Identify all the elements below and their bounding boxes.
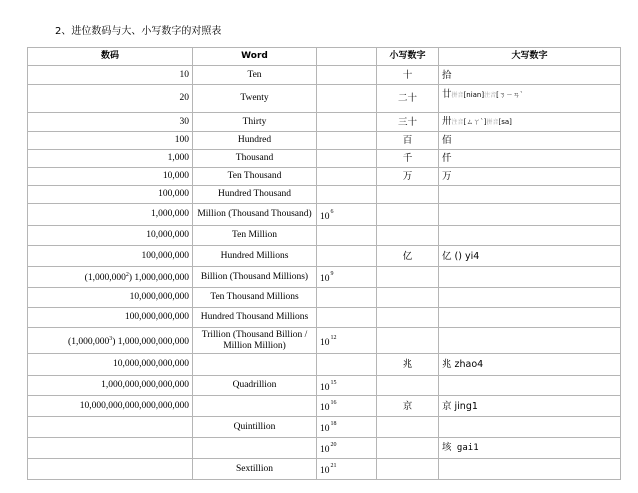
cell-small: 京 xyxy=(377,396,439,417)
table-row xyxy=(28,186,621,204)
cell-word: Hundred Millions xyxy=(193,246,317,267)
num-prefix: (1,000,000 xyxy=(68,336,110,347)
cell-word: Hundred xyxy=(193,132,317,150)
zhuyin-label: 注音 xyxy=(484,92,497,99)
cell-small: 二十 xyxy=(377,85,439,113)
table-row xyxy=(28,354,621,376)
cell-num: 10,000,000,000 xyxy=(28,288,193,308)
cell-num: 100,000,000,000 xyxy=(28,308,193,328)
cell-small xyxy=(377,204,439,226)
table-row xyxy=(28,246,621,267)
table-row xyxy=(28,308,621,328)
cell-power xyxy=(317,438,377,459)
cell-power xyxy=(317,150,377,168)
cell-power xyxy=(317,288,377,308)
big-romanization: gai1 xyxy=(451,443,479,453)
cell-num xyxy=(28,328,193,354)
cell-power xyxy=(317,113,377,132)
num-prefix-exponent: 3 xyxy=(109,335,113,342)
cell-num: 100 xyxy=(28,132,193,150)
cell-big: 佰 xyxy=(439,132,621,150)
header-small: 小写数字 xyxy=(377,48,439,66)
cell-power xyxy=(317,328,377,354)
cell-word: Ten Million xyxy=(193,226,317,246)
power-base: 10 xyxy=(320,211,330,222)
cell-small xyxy=(377,438,439,459)
header-power xyxy=(317,48,377,66)
cell-power xyxy=(317,354,377,376)
cell-power xyxy=(317,459,377,480)
table-row xyxy=(28,168,621,186)
cell-big xyxy=(439,288,621,308)
cell-num: 10,000,000 xyxy=(28,226,193,246)
table-row xyxy=(28,267,621,288)
cell-small: 三十 xyxy=(377,113,439,132)
pinyin-label: 拼音 xyxy=(486,119,499,126)
power-base: 10 xyxy=(320,403,330,413)
cell-big: 亿 () yi4 xyxy=(439,246,621,267)
power-exponent: 20 xyxy=(330,442,337,448)
cell-big: 兆 zhao4 xyxy=(439,354,621,376)
cell-big xyxy=(439,85,621,113)
header-big: 大写数字 xyxy=(439,48,621,66)
cell-small: 千 xyxy=(377,150,439,168)
table-row xyxy=(28,328,621,354)
cell-word: Hundred Thousand Millions xyxy=(193,308,317,328)
cell-num xyxy=(28,438,193,459)
cell-power xyxy=(317,396,377,417)
cell-num: 10,000 xyxy=(28,168,193,186)
cell-word: Ten Thousand xyxy=(193,168,317,186)
cell-power xyxy=(317,186,377,204)
cell-word xyxy=(193,354,317,376)
power-base: 10 xyxy=(320,424,330,434)
cell-num: 100,000,000 xyxy=(28,246,193,267)
cell-num xyxy=(28,417,193,438)
cell-power xyxy=(317,246,377,267)
power-exponent: 9 xyxy=(330,271,334,277)
cell-power xyxy=(317,168,377,186)
header-row xyxy=(28,48,621,66)
header-num: 数码 xyxy=(28,48,193,66)
cell-small xyxy=(377,288,439,308)
cell-num: 1,000,000 xyxy=(28,204,193,226)
cell-small: 兆 xyxy=(377,354,439,376)
power-base: 10 xyxy=(320,466,330,476)
table-row xyxy=(28,396,621,417)
cell-num: 10,000,000,000,000,000,000 xyxy=(28,396,193,417)
numeral-table xyxy=(27,47,621,480)
cell-word xyxy=(193,396,317,417)
table-row xyxy=(28,150,621,168)
cell-big xyxy=(439,113,621,132)
cell-word: Quadrillion xyxy=(193,376,317,396)
table-row xyxy=(28,376,621,396)
cell-small xyxy=(377,226,439,246)
cell-power xyxy=(317,267,377,288)
cell-big xyxy=(439,376,621,396)
pinyin-value: [sa] xyxy=(498,118,512,126)
num-prefix-exponent: 2 xyxy=(125,272,129,278)
cell-small xyxy=(377,459,439,480)
power-base: 10 xyxy=(320,382,330,393)
header-word: Word xyxy=(193,48,317,66)
cell-small: 亿 xyxy=(377,246,439,267)
cell-power xyxy=(317,376,377,396)
cell-power xyxy=(317,204,377,226)
table-row xyxy=(28,459,621,480)
power-exponent: 6 xyxy=(330,208,334,215)
cell-power xyxy=(317,132,377,150)
table-row xyxy=(28,438,621,459)
num-value: 1,000,000,000,000 xyxy=(117,336,189,347)
table-row xyxy=(28,113,621,132)
cell-big: 万 xyxy=(439,168,621,186)
big-char: 垓 xyxy=(442,442,452,453)
table-title: 2、进位数码与大、小写数字的对照表 xyxy=(55,26,222,37)
cell-big: 仟 xyxy=(439,150,621,168)
num-prefix-close: ) xyxy=(112,336,116,347)
pinyin-value: [nian] xyxy=(463,91,485,99)
cell-big: 拾 xyxy=(439,66,621,85)
cell-big xyxy=(439,204,621,226)
cell-word: Thousand xyxy=(193,150,317,168)
zhuyin-value: [ㄙㄚˋ] xyxy=(463,118,487,126)
cell-big xyxy=(439,438,621,459)
table-row xyxy=(28,85,621,113)
num-prefix: (1,000,000 xyxy=(84,273,126,283)
cell-big xyxy=(439,308,621,328)
cell-word: Twenty xyxy=(193,85,317,113)
cell-num: 1,000,000,000,000,000 xyxy=(28,376,193,396)
cell-num: 10,000,000,000,000 xyxy=(28,354,193,376)
cell-word xyxy=(193,438,317,459)
num-prefix-close: ) xyxy=(128,273,132,283)
cell-small: 十 xyxy=(377,66,439,85)
cell-small: 万 xyxy=(377,168,439,186)
cell-big xyxy=(439,459,621,480)
cell-num: 30 xyxy=(28,113,193,132)
cell-word: Billion (Thousand Millions) xyxy=(193,267,317,288)
cell-big xyxy=(439,267,621,288)
cell-word: Quintillion xyxy=(193,417,317,438)
zhuyin-value: [ㄋㄧㄢˋ xyxy=(496,91,524,99)
cell-word: Hundred Thousand xyxy=(193,186,317,204)
table-row xyxy=(28,417,621,438)
cell-power xyxy=(317,417,377,438)
cell-small xyxy=(377,267,439,288)
pinyin-label: 拼音 xyxy=(451,92,464,99)
power-exponent: 21 xyxy=(330,463,337,469)
power-base: 10 xyxy=(320,274,330,284)
table-row xyxy=(28,132,621,150)
power-exponent: 12 xyxy=(330,334,337,341)
cell-word: Sextillion xyxy=(193,459,317,480)
cell-num: 20 xyxy=(28,85,193,113)
big-char: 卅 xyxy=(442,116,452,127)
cell-small xyxy=(377,308,439,328)
cell-word: Ten Thousand Millions xyxy=(193,288,317,308)
cell-power xyxy=(317,226,377,246)
cell-power xyxy=(317,308,377,328)
cell-num: 100,000 xyxy=(28,186,193,204)
cell-num xyxy=(28,267,193,288)
cell-num: 1,000 xyxy=(28,150,193,168)
cell-big: 京 jing1 xyxy=(439,396,621,417)
big-char: 廿 xyxy=(442,89,452,100)
cell-power xyxy=(317,85,377,113)
cell-small: 百 xyxy=(377,132,439,150)
cell-word: Trillion (Thousand Billion / Million Million) xyxy=(193,328,317,354)
power-exponent: 18 xyxy=(330,421,337,427)
table-row xyxy=(28,204,621,226)
num-value: 1,000,000,000 xyxy=(134,273,189,283)
cell-big xyxy=(439,226,621,246)
table-row xyxy=(28,66,621,85)
zhuyin-label: 注音 xyxy=(451,119,464,126)
cell-num: 10 xyxy=(28,66,193,85)
cell-small xyxy=(377,186,439,204)
power-base: 10 xyxy=(320,445,330,455)
cell-big xyxy=(439,328,621,354)
cell-small xyxy=(377,328,439,354)
cell-word: Million (Thousand Thousand) xyxy=(193,204,317,226)
cell-small xyxy=(377,376,439,396)
cell-big xyxy=(439,417,621,438)
power-exponent: 16 xyxy=(330,400,337,406)
power-exponent: 15 xyxy=(330,379,337,386)
table-row xyxy=(28,288,621,308)
power-base: 10 xyxy=(320,337,330,348)
cell-word: Ten xyxy=(193,66,317,85)
cell-big xyxy=(439,186,621,204)
cell-power xyxy=(317,66,377,85)
cell-num xyxy=(28,459,193,480)
cell-word: Thirty xyxy=(193,113,317,132)
table-row xyxy=(28,226,621,246)
cell-small xyxy=(377,417,439,438)
